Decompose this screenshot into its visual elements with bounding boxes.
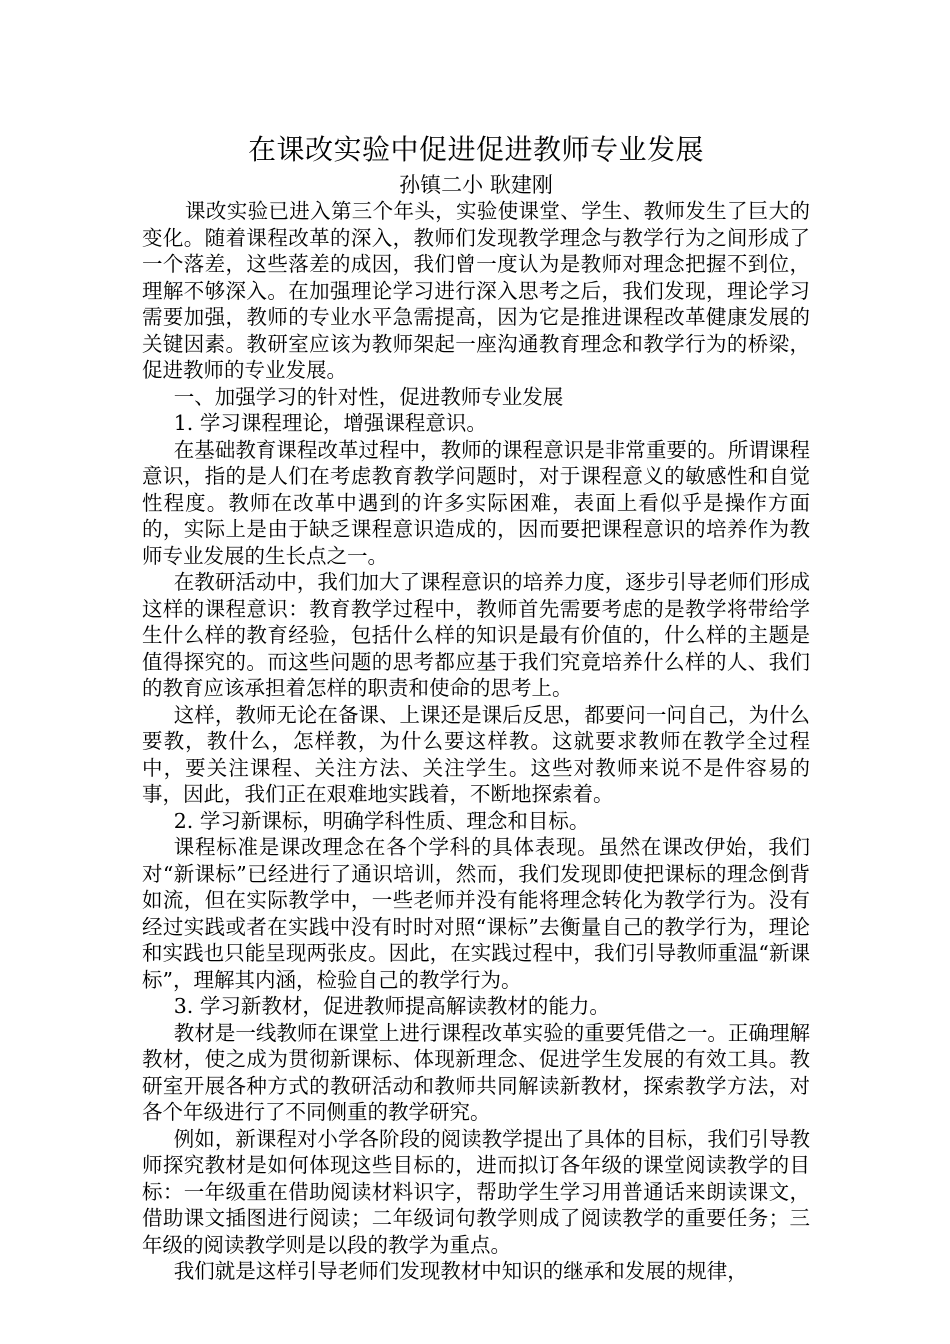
subsection-heading-2: 2. 学习新课标，明确学科性质、理念和目标。 <box>173 808 590 833</box>
paragraph: 例如，新课程对小学各阶段的阅读教学提出了具体的目标，我们引导教师探究教材是如何体现这些目标的，进而拟订各年级的课堂阅读教学的目标：一年级重在借助阅读材料识字，帮助学生学习用普通话来朗读课文，借助课文插图进行阅读；二年级词句教学则成了阅读教学的重要任务；三年级的阅读教学则是以段的教学为重点。 <box>142 1126 810 1257</box>
document-page <box>142 128 810 1285</box>
paragraph: 在基础教育课程改革过程中，教师的课程意识是非常重要的。所谓课程意识，指的是人们在考虑教育教学问题时，对于课程意义的敏感性和自觉性程度。教师在改革中遇到的许多实际困难，表面上看似乎是操作方面的，实际上是由于缺乏课程意识造成的，因而要把课程意识的培养作为教师专业发展的生长点之一。 <box>142 437 810 568</box>
subsection-heading-1: 1. 学习课程理论，增强课程意识。 <box>173 411 487 435</box>
section-heading-1: 一、加强学习的针对性，促进教师专业发展 <box>173 384 564 409</box>
paragraph: 课程标准是课改理念在各个学科的具体表现。虽然在课改伊始，我们对“新课标”已经进行了通识培训，然而，我们发现即使把课标的理念倒背如流，但在实际教学中，一些老师并没有能将理念转化为教学行为。没有经过实践或者在实践中没有时时对照“课标”去衡量自己的教学行为，理论和实践也只能呈现两张皮。因此，在实践过程中，我们引导教师重温“新课标”，理解其内涵，检验自己的教学行为。 <box>142 835 810 992</box>
paragraph: 这样，教师无论在备课、上课还是课后反思，都要问一问自己，为什么要教，教什么，怎样教，为什么要这样教。这就要求教师在教学全过程中，要关注课程、关注方法、关注学生。这些对教师来说不是件容易的事，因此，我们正在艰难地实践着，不断地探索着。 <box>142 702 810 806</box>
document-title: 在课改实验中促进促进教师专业发展 <box>247 133 704 166</box>
paragraph: 教材是一线教师在课堂上进行课程改革实验的重要凭借之一。正确理解教材，使之成为贯彻新课标、体现新理念、促进学生发展的有效工具。教研室开展各种方式的教研活动和教师共同解读新教材，探索教学方法，对各个年级进行了不同侧重的教学研究。 <box>142 1020 810 1124</box>
paragraph: 在教研活动中，我们加大了课程意识的培养力度，逐步引导老师们形成这样的课程意识：教育教学过程中，教师首先需要考虑的是教学将带给学生什么样的教育经验，包括什么样的知识是最有价值的，什么样的主题是值得探究的。而这些问题的思考都应基于我们究竟培养什么样的人、我们的教育应该承担着怎样的职责和使命的思考上。 <box>142 570 810 700</box>
subsection-heading-3: 3. 学习新教材，促进教师提高解读教材的能力。 <box>173 994 610 1018</box>
paragraph-intro: 课改实验已进入第三个年头，实验使课堂、学生、教师发生了巨大的变化。随着课程改革的深入，教师们发现教学理念与教学行为之间形成了一个落差，这些落差的成因，我们曾一度认为是教师对理念把握不到位，理解不够深入。在加强理论学习进行深入思考之后，我们发现，理论学习需要加强，教师的专业水平急需提高，因为它是推进课程改革健康发展的关键因素。教研室应该为教师架起一座沟通教育理念和教学行为的桥梁，促进教师的专业发展。 <box>142 199 810 382</box>
document-author: 孙镇二小 耿建刚 <box>399 173 553 197</box>
paragraph: 我们就是这样引导老师们发现教材中知识的继承和发展的规律， <box>173 1259 748 1283</box>
